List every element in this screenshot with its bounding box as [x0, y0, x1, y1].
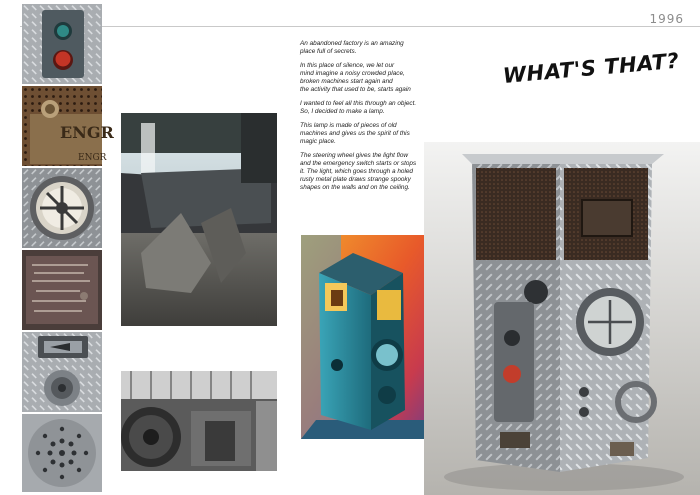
plaque-gear-photo: [22, 332, 102, 412]
paragraph-4: This lamp is made of pieces of old machines and gives us the spirit of this magic place.: [300, 122, 410, 145]
paragraph-3: I wanted to feel all this through an object. So, I decided to make a lamp.: [300, 100, 417, 115]
paragraph-5: The steering wheel gives the light flow and the emergency switch starts or stops it. The light, which goes through a holed rusty metal plate draws strange spooky shapes on the walls and on the ceiling.: [300, 152, 417, 191]
paragraph-2: In this place of silence, we let our mind imagine a noisy crowded place, broken machines start again and the activity that used to be, starts again: [300, 62, 411, 93]
page-heading: WHAT'S THAT?: [501, 48, 681, 88]
lamp-main-photo: [424, 142, 700, 495]
plate-engraving: ENGR: [60, 123, 114, 142]
detail-photo-strip: [22, 4, 114, 492]
factory-interior-photo: [121, 113, 277, 326]
holed-disc-photo: [22, 414, 102, 492]
paragraph-1: An abandoned factory is an amazing place full of secrets.: [300, 40, 404, 55]
button-panel-photo: [22, 4, 102, 84]
rusty-plate-photo: [22, 250, 102, 330]
steering-wheel-photo: [22, 168, 102, 248]
factory-machine-photo: [121, 371, 277, 471]
year-label: 1996: [649, 12, 684, 26]
engraved-plate-photo: [22, 86, 114, 166]
description-text: [300, 40, 428, 198]
lamp-colored-photo: [301, 235, 437, 439]
svg-text:ENGR: ENGR: [78, 153, 107, 163]
header-rule: [20, 26, 700, 27]
